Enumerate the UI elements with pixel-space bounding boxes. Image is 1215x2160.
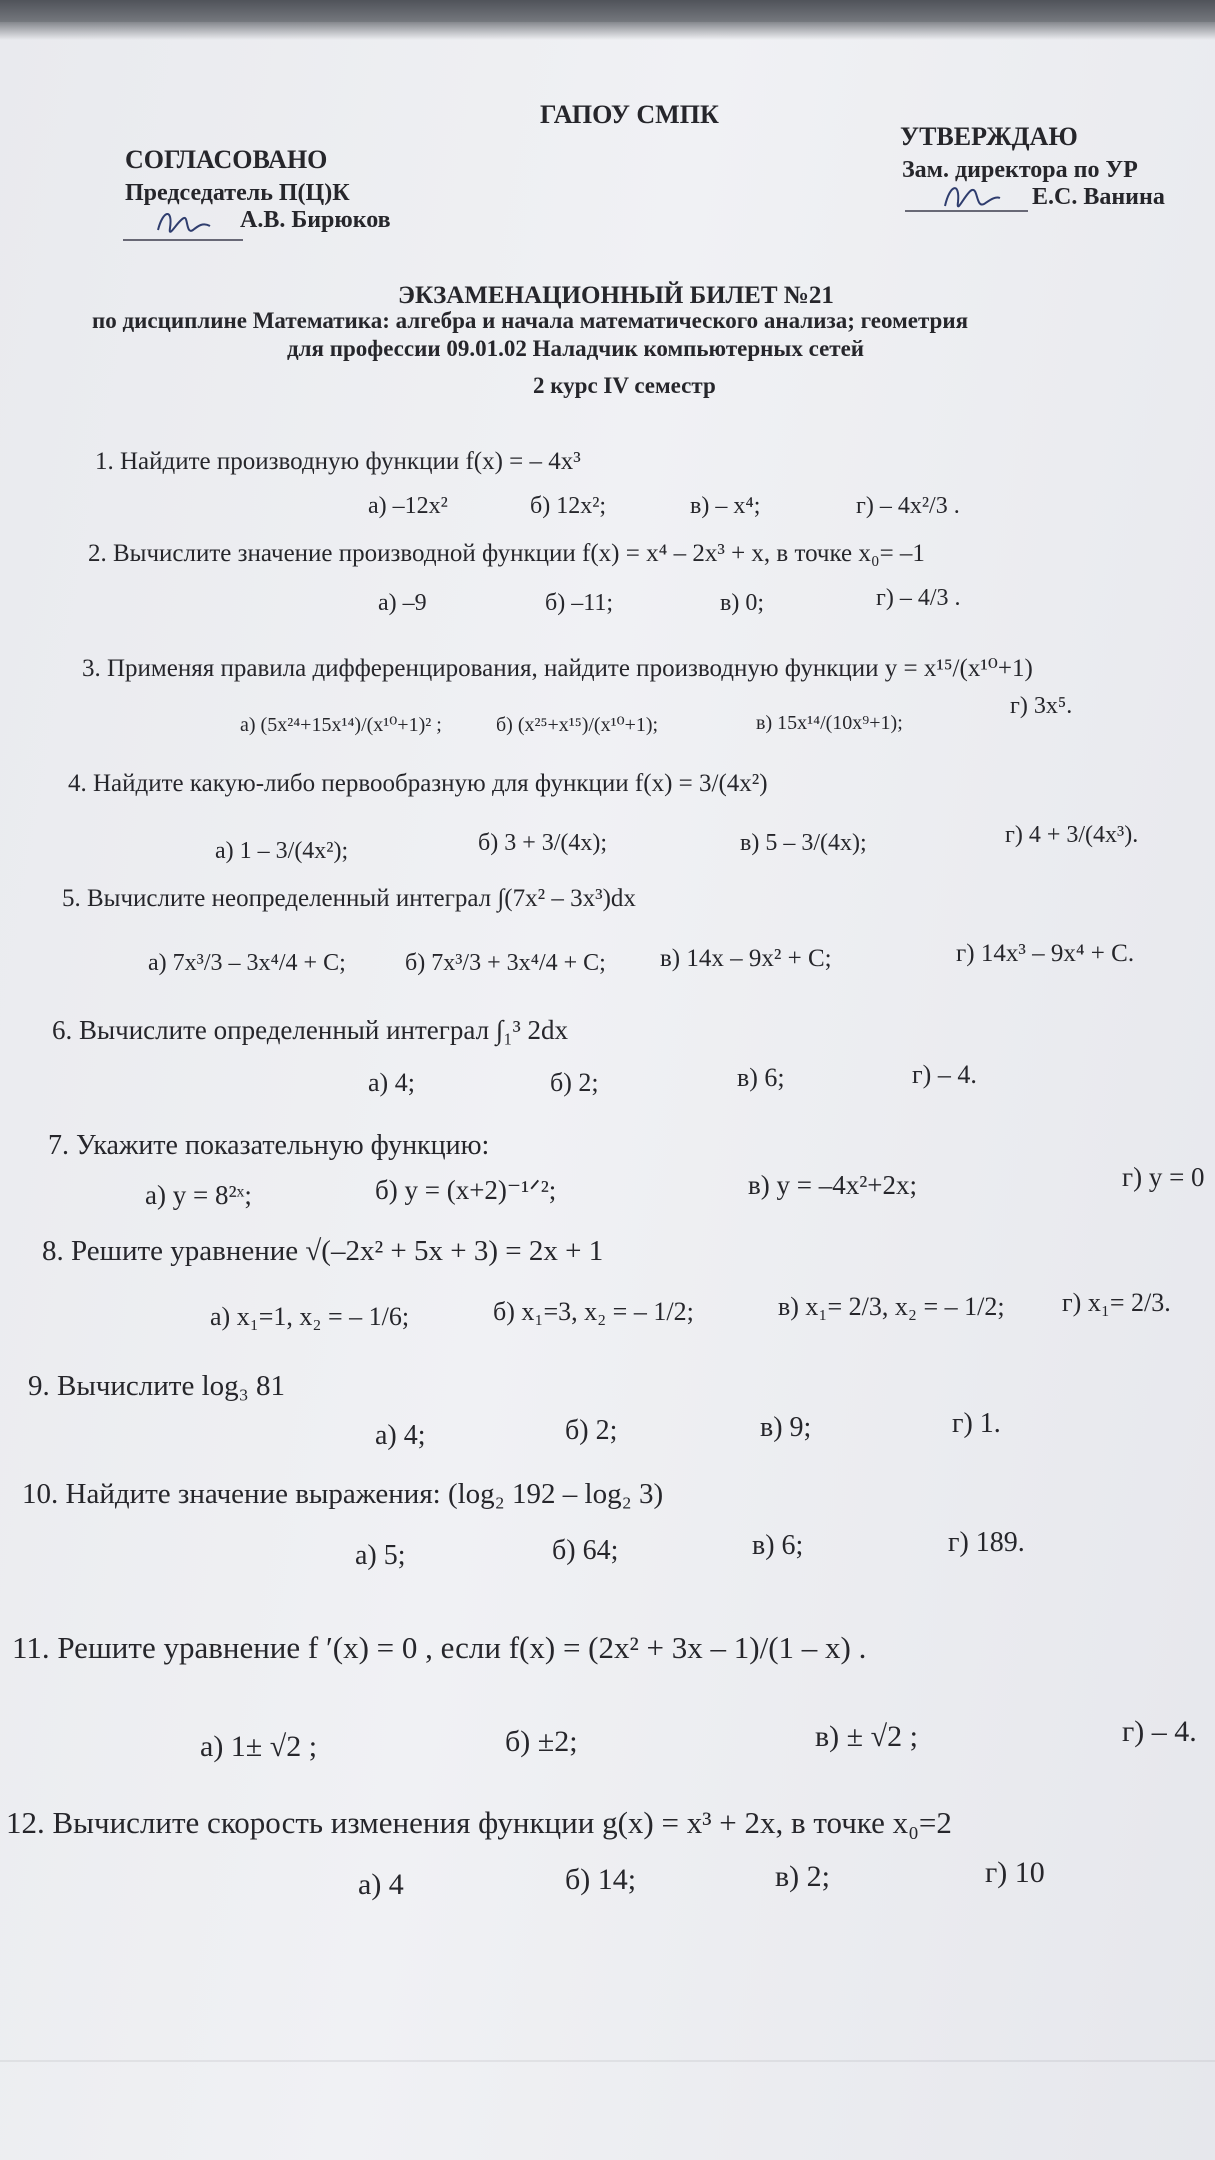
- q10-answer-d: г) 189.: [948, 1527, 1025, 1558]
- q11-answer-d: г) – 4.: [1122, 1715, 1197, 1748]
- q7-answer-a: а) y = 8²ˣ;: [145, 1180, 252, 1210]
- right-signer: Е.С. Ванина: [1032, 184, 1165, 210]
- q4-answer-b: б) 3 + 3/(4x);: [478, 830, 608, 856]
- q3-answer-c: в) 15x¹⁴/(10x⁹+1);: [756, 712, 903, 734]
- institution-name: ГАПОУ СМПК: [540, 100, 719, 129]
- q6-answer-d: г) – 4.: [912, 1060, 977, 1089]
- question-5: 5. Вычислите неопределенный интеграл ∫(7x² – 3x³)dx: [62, 885, 636, 912]
- profession-line: для профессии 09.01.02 Наладчик компьютерных сетей: [287, 336, 865, 361]
- q4-answer-a: а) 1 – 3/(4x²);: [215, 838, 349, 864]
- q8-answer-c: в) x₁= 2/3, x₂ = – 1/2;: [778, 1292, 1005, 1321]
- question-3: 3. Применяя правила дифференцирования, найдите производную функции y = x¹⁵/(x¹⁰+1): [82, 655, 1033, 682]
- q2-answer-a: а) –9: [378, 590, 427, 616]
- q11-answer-b: б) ±2;: [505, 1725, 578, 1758]
- page-edge-shadow: [0, 0, 1215, 40]
- q12-answer-c: в) 2;: [775, 1860, 830, 1893]
- discipline-line: по дисциплине Математика: алгебра и начала математического анализа; геометрия: [92, 308, 969, 333]
- ticket-title: ЭКЗАМЕНАЦИОННЫЙ БИЛЕТ №21: [398, 282, 834, 309]
- q10-answer-a: а) 5;: [355, 1540, 406, 1571]
- question-10: 10. Найдите значение выражения: (log₂ 192 – log₂ 3): [22, 1478, 664, 1510]
- question-12: 12. Вычислите скорость изменения функции g(x) = x³ + 2x, в точке x₀=2: [6, 1805, 952, 1840]
- left-signature: [118, 200, 248, 250]
- q11-answer-a: а) 1± √2 ;: [200, 1730, 318, 1763]
- q1-answer-c: в) – x⁴;: [690, 493, 761, 519]
- q1-answer-d: г) – 4x²/3 .: [856, 493, 960, 519]
- right-signature: [900, 178, 1030, 226]
- question-6: 6. Вычислите определенный интеграл ∫₁³ 2dx: [52, 1015, 568, 1045]
- q6-answer-c: в) 6;: [737, 1063, 785, 1092]
- question-4: 4. Найдите какую-либо первообразную для функции f(x) = 3/(4x²): [68, 770, 768, 797]
- question-9: 9. Вычислите log₃ 81: [28, 1370, 286, 1402]
- q7-answer-c: в) y = –4x²+2x;: [748, 1170, 918, 1200]
- left-approval: СОГЛАСОВАНО: [125, 145, 328, 174]
- q9-answer-d: г) 1.: [952, 1408, 1001, 1439]
- right-approval: УТВЕРЖДАЮ: [900, 122, 1078, 151]
- q3-answer-d: г) 3x⁵.: [1010, 693, 1073, 719]
- paper-crease: [0, 2060, 1215, 2062]
- q10-answer-c: в) 6;: [752, 1530, 804, 1561]
- q7-answer-b: б) y = (x+2)⁻¹ᐟ²;: [375, 1175, 557, 1205]
- q2-answer-c: в) 0;: [720, 590, 764, 616]
- q4-answer-d: г) 4 + 3/(4x³).: [1005, 822, 1139, 848]
- q3-answer-a: а) (5x²⁴+15x¹⁴)/(x¹⁰+1)² ;: [240, 714, 442, 736]
- question-11: 11. Решите уравнение f ′(x) = 0 , если f(x) = (2x² + 3x – 1)/(1 – x) .: [12, 1630, 867, 1665]
- q5-answer-c: в) 14x – 9x² + C;: [660, 945, 832, 972]
- q2-answer-b: б) –11;: [545, 590, 613, 616]
- q8-answer-b: б) x₁=3, x₂ = – 1/2;: [493, 1297, 694, 1326]
- q7-answer-d: г) y = 0: [1122, 1162, 1205, 1192]
- q8-answer-d: г) x₁= 2/3.: [1062, 1288, 1171, 1317]
- question-2: 2. Вычислите значение производной функции f(x) = x⁴ – 2x³ + x, в точке x₀= –1: [88, 540, 925, 567]
- left-role: Председатель П(Ц)К: [125, 180, 350, 206]
- q5-answer-b: б) 7x³/3 + 3x⁴/4 + C;: [405, 950, 606, 976]
- q11-answer-c: в) ± √2 ;: [815, 1720, 918, 1753]
- q2-answer-d: г) – 4/3 .: [876, 585, 961, 611]
- q9-answer-a: а) 4;: [375, 1420, 426, 1451]
- course-line: 2 курс IV семестр: [533, 373, 716, 398]
- q1-answer-b: б) 12x²;: [530, 493, 607, 519]
- q4-answer-c: в) 5 – 3/(4x);: [740, 830, 867, 856]
- q1-answer-a: а) –12x²: [368, 493, 448, 519]
- q6-answer-b: б) 2;: [550, 1068, 599, 1097]
- q9-answer-c: в) 9;: [760, 1412, 812, 1443]
- q12-answer-b: б) 14;: [565, 1863, 637, 1896]
- question-7: 7. Укажите показательную функцию:: [48, 1130, 490, 1161]
- q8-answer-a: а) x₁=1, x₂ = – 1/6;: [210, 1302, 410, 1331]
- q5-answer-a: а) 7x³/3 – 3x⁴/4 + C;: [148, 950, 346, 976]
- right-role: Зам. директора по УР: [902, 157, 1138, 183]
- q12-answer-a: а) 4: [358, 1868, 404, 1901]
- q5-answer-d: г) 14x³ – 9x⁴ + C.: [956, 940, 1135, 967]
- question-1: 1. Найдите производную функции f(x) = – 4x³: [95, 448, 581, 475]
- question-8: 8. Решите уравнение √(–2x² + 5x + 3) = 2x + 1: [42, 1235, 604, 1267]
- q3-answer-b: б) (x²⁵+x¹⁵)/(x¹⁰+1);: [496, 714, 659, 736]
- q6-answer-a: а) 4;: [368, 1068, 415, 1097]
- q12-answer-d: г) 10: [985, 1856, 1045, 1889]
- left-signer: А.В. Бирюков: [240, 207, 391, 233]
- q10-answer-b: б) 64;: [552, 1535, 619, 1566]
- q9-answer-b: б) 2;: [565, 1415, 618, 1446]
